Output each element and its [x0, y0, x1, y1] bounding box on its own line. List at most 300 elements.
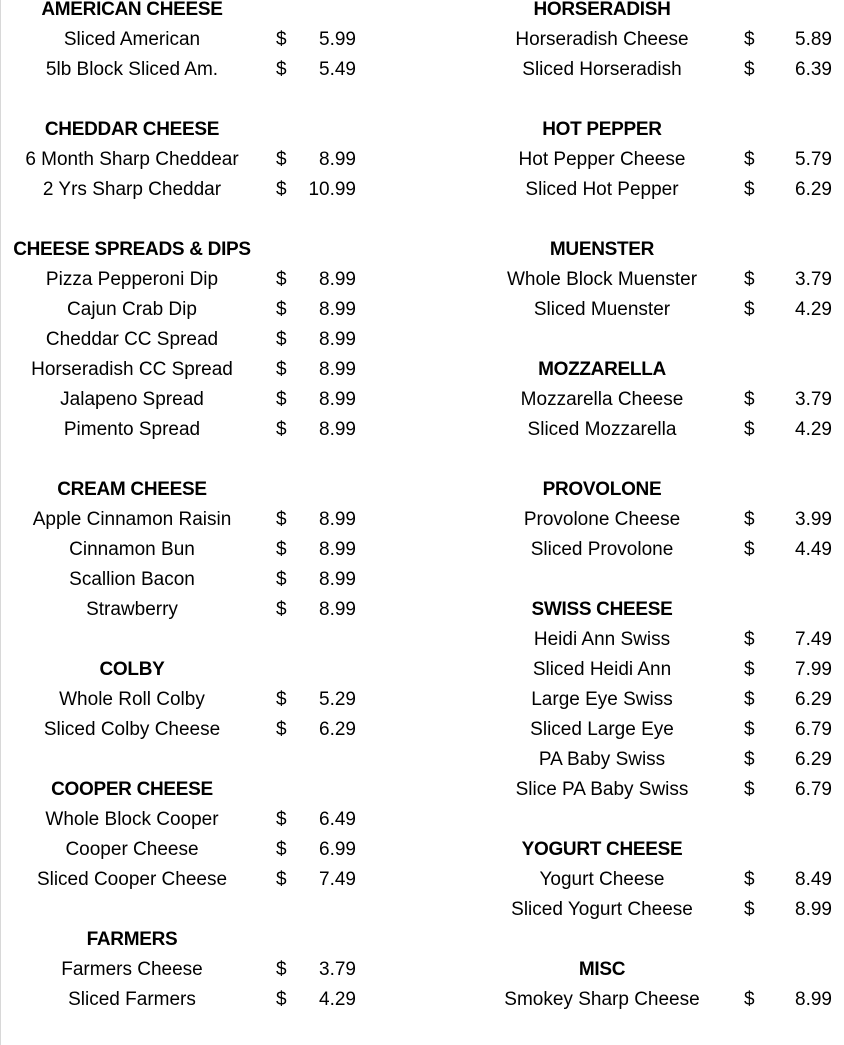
price-row [732, 0, 844, 25]
currency-symbol: $ [744, 149, 755, 170]
item-row [0, 415, 264, 445]
blank-row [472, 565, 732, 595]
item-row [472, 295, 732, 325]
currency-symbol: $ [744, 719, 755, 740]
item-row [0, 565, 264, 595]
price-cell [732, 535, 844, 565]
currency-symbol: $ [276, 599, 287, 620]
price-row [732, 175, 844, 205]
price-value: 8.99 [319, 329, 356, 350]
item-name: Whole Block Cooper [45, 809, 219, 830]
price-cell [732, 685, 844, 715]
currency-symbol: $ [744, 749, 755, 770]
price-value: 6.79 [795, 779, 832, 800]
price-row [264, 475, 368, 505]
currency-symbol: $ [276, 989, 287, 1010]
item-name: Cinnamon Bun [69, 539, 195, 560]
currency-symbol: $ [276, 389, 287, 410]
price-row [732, 835, 844, 865]
left-name-column [0, 0, 264, 1045]
section-header-row [472, 955, 732, 985]
price-row [732, 805, 844, 835]
price-row [732, 865, 844, 895]
price-row [264, 865, 368, 895]
item-row [472, 175, 732, 205]
item-name: Sliced Cooper Cheese [36, 869, 228, 890]
price-row [264, 415, 368, 445]
section-header-row [0, 775, 264, 805]
left-price-column [264, 0, 368, 1045]
price-row [732, 505, 844, 535]
price-row [264, 505, 368, 535]
price-value: 6.39 [795, 59, 832, 80]
price-row [732, 415, 844, 445]
item-name: Pimento Spread [63, 419, 201, 440]
price-cell [264, 985, 368, 1015]
currency-symbol: $ [744, 539, 755, 560]
price-row [264, 655, 368, 685]
section-header-row [0, 655, 264, 685]
item-name: Hot Pepper Cheese [518, 149, 686, 170]
price-row [732, 685, 844, 715]
item-row [0, 835, 264, 865]
price-row [264, 445, 368, 475]
price-value: 6.79 [795, 719, 832, 740]
price-cell [264, 505, 368, 535]
price-row [264, 295, 368, 325]
price-cell [264, 175, 368, 205]
item-name: Sliced Muenster [533, 299, 671, 320]
item-row [0, 355, 264, 385]
section-header: SWISS CHEESE [531, 599, 673, 620]
price-cell [264, 265, 368, 295]
item-name: Sliced Colby Cheese [43, 719, 221, 740]
currency-symbol: $ [744, 299, 755, 320]
currency-symbol: $ [276, 29, 287, 50]
price-row [264, 0, 368, 25]
price-value: 3.79 [795, 389, 832, 410]
section-header: MOZZARELLA [538, 359, 666, 380]
price-row [264, 25, 368, 55]
price-cell [732, 265, 844, 295]
price-value: 5.29 [319, 689, 356, 710]
section-header-row [472, 115, 732, 145]
blank-row [0, 745, 264, 775]
item-name: Heidi Ann Swiss [533, 629, 671, 650]
item-name: 2 Yrs Sharp Cheddar [42, 179, 222, 200]
section-header-row [472, 0, 732, 25]
price-value: 8.49 [795, 869, 832, 890]
section-header-row [472, 475, 732, 505]
price-row [732, 295, 844, 325]
price-cell [264, 595, 368, 625]
price-row [732, 205, 844, 235]
price-value: 5.49 [319, 59, 356, 80]
price-row [264, 565, 368, 595]
item-row [0, 955, 264, 985]
item-name: Sliced Heidi Ann [532, 659, 672, 680]
price-row [732, 55, 844, 85]
price-cell [264, 715, 368, 745]
currency-symbol: $ [276, 719, 287, 740]
price-value: 8.99 [319, 569, 356, 590]
price-row [264, 145, 368, 175]
item-name: Cheddar CC Spread [45, 329, 219, 350]
price-row [264, 265, 368, 295]
currency-symbol: $ [276, 539, 287, 560]
price-value: 8.99 [319, 299, 356, 320]
price-value: 8.99 [319, 599, 356, 620]
price-cell [264, 325, 368, 355]
price-cell [264, 55, 368, 85]
price-cell [732, 25, 844, 55]
item-name: Sliced American [63, 29, 201, 50]
blank-row [472, 85, 732, 115]
price-cell [264, 565, 368, 595]
price-row [264, 895, 368, 925]
blank-row [472, 925, 732, 955]
price-row [264, 685, 368, 715]
section-header: PROVOLONE [542, 479, 662, 500]
section-header-row [472, 595, 732, 625]
section-header: MUENSTER [549, 239, 655, 260]
item-row [0, 55, 264, 85]
blank-row [0, 445, 264, 475]
section-header: FARMERS [86, 929, 178, 950]
price-cell [732, 865, 844, 895]
section-header-row [0, 0, 264, 25]
item-name: Cajun Crab Dip [67, 299, 197, 320]
price-row [732, 235, 844, 265]
item-row [0, 385, 264, 415]
blank-row [472, 205, 732, 235]
section-header: HORSERADISH [533, 0, 671, 20]
price-row [264, 55, 368, 85]
price-row [732, 565, 844, 595]
section-header-row [0, 115, 264, 145]
section-header-row [0, 475, 264, 505]
price-row [264, 175, 368, 205]
item-row [472, 625, 732, 655]
currency-symbol: $ [276, 809, 287, 830]
price-value: 6.29 [319, 719, 356, 740]
price-cell [732, 175, 844, 205]
section-header: AMERICAN CHEESE [41, 0, 223, 20]
item-name: Yogurt Cheese [539, 869, 665, 890]
price-value: 4.49 [795, 539, 832, 560]
item-row [472, 865, 732, 895]
item-name: Farmers Cheese [61, 959, 203, 980]
item-row [0, 145, 264, 175]
price-row [264, 115, 368, 145]
item-row [472, 55, 732, 85]
right-name-column [472, 0, 732, 1045]
price-value: 8.99 [319, 149, 356, 170]
item-row [472, 715, 732, 745]
price-row [264, 205, 368, 235]
price-value: 6.99 [319, 839, 356, 860]
blank-row [0, 205, 264, 235]
price-value: 4.29 [795, 419, 832, 440]
currency-symbol: $ [276, 689, 287, 710]
item-row [472, 985, 732, 1015]
price-cell [732, 55, 844, 85]
item-row [0, 325, 264, 355]
price-value: 3.79 [795, 269, 832, 290]
price-row [732, 25, 844, 55]
price-cell [732, 625, 844, 655]
blank-row [0, 85, 264, 115]
price-row [264, 985, 368, 1015]
item-row [472, 895, 732, 925]
price-value: 8.99 [319, 419, 356, 440]
price-value: 10.99 [308, 179, 356, 200]
price-cell [732, 895, 844, 925]
item-row [472, 685, 732, 715]
currency-symbol: $ [276, 299, 287, 320]
price-cell [732, 415, 844, 445]
item-name: Strawberry [86, 599, 178, 620]
price-cell [732, 985, 844, 1015]
price-row [264, 85, 368, 115]
price-value: 4.29 [795, 299, 832, 320]
item-row [0, 715, 264, 745]
currency-symbol: $ [276, 269, 287, 290]
price-row [264, 325, 368, 355]
currency-symbol: $ [744, 179, 755, 200]
item-name: Sliced Provolone [530, 539, 674, 560]
currency-symbol: $ [276, 59, 287, 80]
item-name: Sliced Horseradish [522, 59, 682, 80]
item-row [472, 505, 732, 535]
price-value: 8.99 [319, 509, 356, 530]
price-row [264, 235, 368, 265]
price-cell [732, 145, 844, 175]
item-row [472, 655, 732, 685]
price-row [264, 805, 368, 835]
price-row [732, 475, 844, 505]
price-cell [264, 805, 368, 835]
price-row [732, 265, 844, 295]
price-value: 6.29 [795, 179, 832, 200]
currency-symbol: $ [276, 569, 287, 590]
price-cell [732, 775, 844, 805]
section-header: HOT PEPPER [542, 119, 662, 140]
item-name: Horseradish Cheese [515, 29, 689, 50]
price-cell [264, 835, 368, 865]
item-name: Large Eye Swiss [531, 689, 673, 710]
price-row [264, 925, 368, 955]
item-row [472, 775, 732, 805]
item-row [0, 865, 264, 895]
price-row [264, 955, 368, 985]
item-name: Scallion Bacon [69, 569, 195, 590]
price-value: 8.99 [319, 389, 356, 410]
price-cell [264, 415, 368, 445]
item-row [0, 265, 264, 295]
price-row [732, 895, 844, 925]
item-row [472, 265, 732, 295]
price-row [732, 715, 844, 745]
item-row [472, 415, 732, 445]
price-row [732, 925, 844, 955]
item-row [0, 25, 264, 55]
currency-symbol: $ [276, 959, 287, 980]
price-cell [264, 955, 368, 985]
section-header-row [0, 925, 264, 955]
currency-symbol: $ [744, 389, 755, 410]
section-header: COOPER CHEESE [51, 779, 213, 800]
price-cell [264, 355, 368, 385]
price-row [264, 355, 368, 385]
price-value: 6.29 [795, 689, 832, 710]
price-row [732, 115, 844, 145]
currency-symbol: $ [276, 419, 287, 440]
price-value: 4.29 [319, 989, 356, 1010]
currency-symbol: $ [744, 899, 755, 920]
item-name: PA Baby Swiss [538, 749, 666, 770]
price-value: 8.99 [319, 539, 356, 560]
currency-symbol: $ [744, 989, 755, 1010]
currency-symbol: $ [276, 839, 287, 860]
price-cell [732, 505, 844, 535]
item-name: Apple Cinnamon Raisin [32, 509, 232, 530]
blank-row [0, 895, 264, 925]
price-value: 8.99 [319, 359, 356, 380]
item-name: 5lb Block Sliced Am. [45, 59, 219, 80]
price-row [264, 715, 368, 745]
currency-symbol: $ [744, 59, 755, 80]
price-cell [264, 535, 368, 565]
item-name: Pizza Pepperoni Dip [45, 269, 219, 290]
price-row [732, 535, 844, 565]
price-row [732, 595, 844, 625]
price-value: 7.99 [795, 659, 832, 680]
item-name: Smokey Sharp Cheese [504, 989, 700, 1010]
blank-row [472, 805, 732, 835]
section-header-row [0, 235, 264, 265]
section-header: CHEESE SPREADS & DIPS [13, 239, 251, 260]
item-name: Sliced Hot Pepper [525, 179, 679, 200]
price-row [732, 985, 844, 1015]
price-row [732, 325, 844, 355]
section-header: CREAM CHEESE [57, 479, 207, 500]
item-name: Mozzarella Cheese [520, 389, 684, 410]
section-header-row [472, 355, 732, 385]
price-row [732, 655, 844, 685]
item-name: Sliced Mozzarella [527, 419, 677, 440]
section-header-row [472, 235, 732, 265]
currency-symbol: $ [276, 869, 287, 890]
currency-symbol: $ [744, 629, 755, 650]
item-row [0, 595, 264, 625]
price-row [732, 145, 844, 175]
price-value: 5.79 [795, 149, 832, 170]
price-value: 8.99 [795, 989, 832, 1010]
item-name: Jalapeno Spread [60, 389, 204, 410]
blank-row [472, 325, 732, 355]
price-row [732, 355, 844, 385]
item-row [472, 385, 732, 415]
price-cell [732, 715, 844, 745]
price-row [264, 745, 368, 775]
item-name: Sliced Farmers [68, 989, 196, 1010]
currency-symbol: $ [276, 359, 287, 380]
blank-row [0, 625, 264, 655]
price-row [732, 625, 844, 655]
price-value: 7.49 [319, 869, 356, 890]
price-value: 6.29 [795, 749, 832, 770]
price-row [732, 445, 844, 475]
price-row [732, 775, 844, 805]
price-row [732, 385, 844, 415]
price-row [264, 595, 368, 625]
price-cell [264, 865, 368, 895]
item-row [472, 25, 732, 55]
item-name: Cooper Cheese [65, 839, 199, 860]
price-cell [732, 655, 844, 685]
price-cell [264, 385, 368, 415]
section-header: CHEDDAR CHEESE [44, 119, 220, 140]
price-cell [264, 25, 368, 55]
price-row [264, 775, 368, 805]
price-value: 6.49 [319, 809, 356, 830]
item-name: Whole Block Muenster [506, 269, 698, 290]
price-cell [732, 385, 844, 415]
price-row [264, 625, 368, 655]
currency-symbol: $ [744, 779, 755, 800]
section-header: YOGURT CHEESE [521, 839, 683, 860]
item-name: Sliced Yogurt Cheese [511, 899, 693, 920]
item-row [0, 175, 264, 205]
currency-symbol: $ [744, 509, 755, 530]
item-row [472, 745, 732, 775]
price-row [732, 85, 844, 115]
currency-symbol: $ [276, 509, 287, 530]
item-row [0, 805, 264, 835]
item-name: Provolone Cheese [523, 509, 681, 530]
price-value: 8.99 [319, 269, 356, 290]
item-name: Horseradish CC Spread [31, 359, 233, 380]
currency-symbol: $ [276, 179, 287, 200]
price-value: 3.79 [319, 959, 356, 980]
price-cell [732, 295, 844, 325]
currency-symbol: $ [744, 419, 755, 440]
price-row [264, 535, 368, 565]
item-row [472, 145, 732, 175]
item-name: Slice PA Baby Swiss [515, 779, 689, 800]
item-row [0, 295, 264, 325]
price-row [264, 385, 368, 415]
currency-symbol: $ [276, 149, 287, 170]
price-value: 5.89 [795, 29, 832, 50]
price-cell [732, 745, 844, 775]
item-name: 6 Month Sharp Cheddear [25, 149, 239, 170]
price-row [732, 745, 844, 775]
currency-symbol: $ [744, 269, 755, 290]
currency-symbol: $ [744, 29, 755, 50]
price-row [264, 835, 368, 865]
item-row [472, 535, 732, 565]
item-row [0, 685, 264, 715]
blank-row [472, 445, 732, 475]
price-cell [264, 145, 368, 175]
price-cell [264, 295, 368, 325]
item-row [0, 985, 264, 1015]
price-cell [264, 685, 368, 715]
currency-symbol: $ [276, 329, 287, 350]
item-name: Whole Roll Colby [59, 689, 205, 710]
